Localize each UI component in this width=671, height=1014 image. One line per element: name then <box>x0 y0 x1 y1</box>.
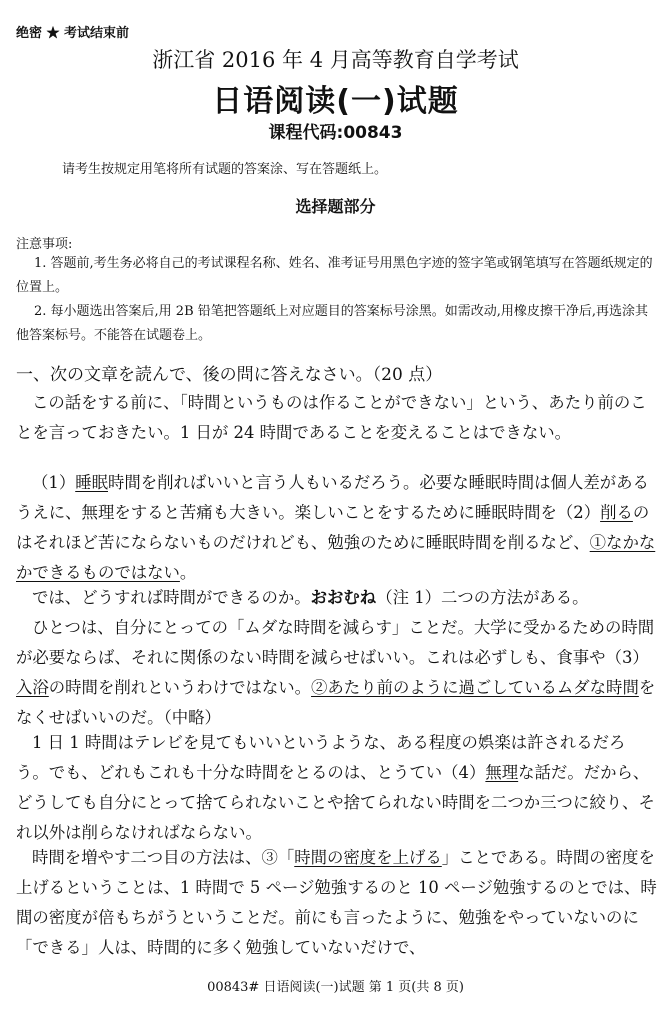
text-run: ひとつは、自分にとっての「ムダな時間を減らす」ことだ。大学に受かるための時間が必要ならば、それに関係のない時間を減らせばいい。これは必ずしも、食事や（3） <box>16 618 655 667</box>
course-code: 课程代码:00843 <box>268 123 403 143</box>
underlined-phrase: ①なかなかできるものではない <box>16 533 656 582</box>
text-run: 時間を削ればいいと言う人もいるだろう。必要な睡眠時間は個人差があるうえに、無理をすると苦痛も大きい。楽しいことをするために睡眠時間を（2） <box>16 473 649 522</box>
exam-title: 浙江省 2016 年 4 月高等教育自学考试 <box>152 48 519 72</box>
passage-paragraph <box>16 468 658 588</box>
section-heading: 选择题部分 <box>295 197 376 216</box>
underlined-phrase: 時間の密度を上げる <box>294 848 442 867</box>
underlined-phrase: ②あたり前のように過ごしているムダな時間 <box>311 678 639 697</box>
underlined-term: 睡眠 <box>75 473 108 492</box>
underlined-term: 入浴 <box>16 678 49 697</box>
passage-paragraph <box>16 583 658 613</box>
page-footer: 00843# 日语阅读(一)试题 第 1 页(共 8 页) <box>207 980 464 995</box>
text-run: （1） <box>32 473 76 492</box>
underlined-term: 削る <box>600 503 633 522</box>
passage-paragraph <box>16 613 658 733</box>
passage-paragraph <box>16 843 658 963</box>
note-item: 1. 答题前,考生务必将自己的考试课程名称、姓名、准考证号用黑色字迹的签字笔或钢笔填写在答题纸规定的位置上。 <box>16 256 653 295</box>
text-run: 。 <box>179 563 197 582</box>
paper-title: 日语阅读(一)试题 <box>212 84 459 119</box>
text-run: 1 日 1 時間はテレビを見てもいいというような、ある程度の娯楽は許されるだろう。でも、どれもこれも十分な時間をとるのは、とうてい（4） <box>16 733 626 782</box>
bold-term: おおむね <box>310 588 377 607</box>
text-run: のはそれほど苦にならないものだけれども、勉強のために睡眠時間を削るなど、 <box>16 503 650 552</box>
answer-instruction: 请考生按规定用笔将所有试题的答案涂、写在答题纸上。 <box>62 162 388 177</box>
question-heading: 一、次の文章を読んで、後の問に答えなさい。（20 点） <box>16 365 443 385</box>
text-run: では、どうすれば時間ができるのか。 <box>32 588 311 607</box>
underlined-term: 無理 <box>485 763 519 782</box>
text-run: な話だ。だから、どうしても自分にとって捨てられないことや捨てられない時間を二つか三つに絞り、それ以外は削らなければならない。 <box>16 763 655 842</box>
passage-paragraph: この話をする前に、「時間というものは作ることができない」という、あたり前のことを言っておきたい。1 日が 24 時間であることを変えることはできない。 <box>16 393 647 442</box>
text-run: （注 1）二つの方法がある。 <box>376 588 589 607</box>
text-run: をなくせばいいのだ。（中略） <box>16 678 656 727</box>
text-run: 時間を増やす二つ目の方法は、③「 <box>32 848 295 867</box>
passage-paragraph <box>16 728 658 848</box>
notes-title: 注意事项: <box>16 237 73 252</box>
text-run: の時間を削れというわけではない。 <box>48 678 312 697</box>
note-item: 2. 每小题选出答案后,用 2B 铅笔把答题纸上对应题目的答案标号涂黑。如需改动,用橡皮擦干净后,再选涂其他答案标号。不能答在试题卷上。 <box>16 304 649 343</box>
confidential-label: 绝密 ★ 考试结束前 <box>16 26 130 41</box>
text-run: 」ことである。時間の密度を上げるということは、1 時間で 5 ページ勉強するのと 10 ページ勉強するのとでは、時間の密度が倍もちがうということだ。前にも言ったように、勉強をやっていないのに「できる」人は、時間的に多く勉強していないだけで、 <box>16 848 657 957</box>
